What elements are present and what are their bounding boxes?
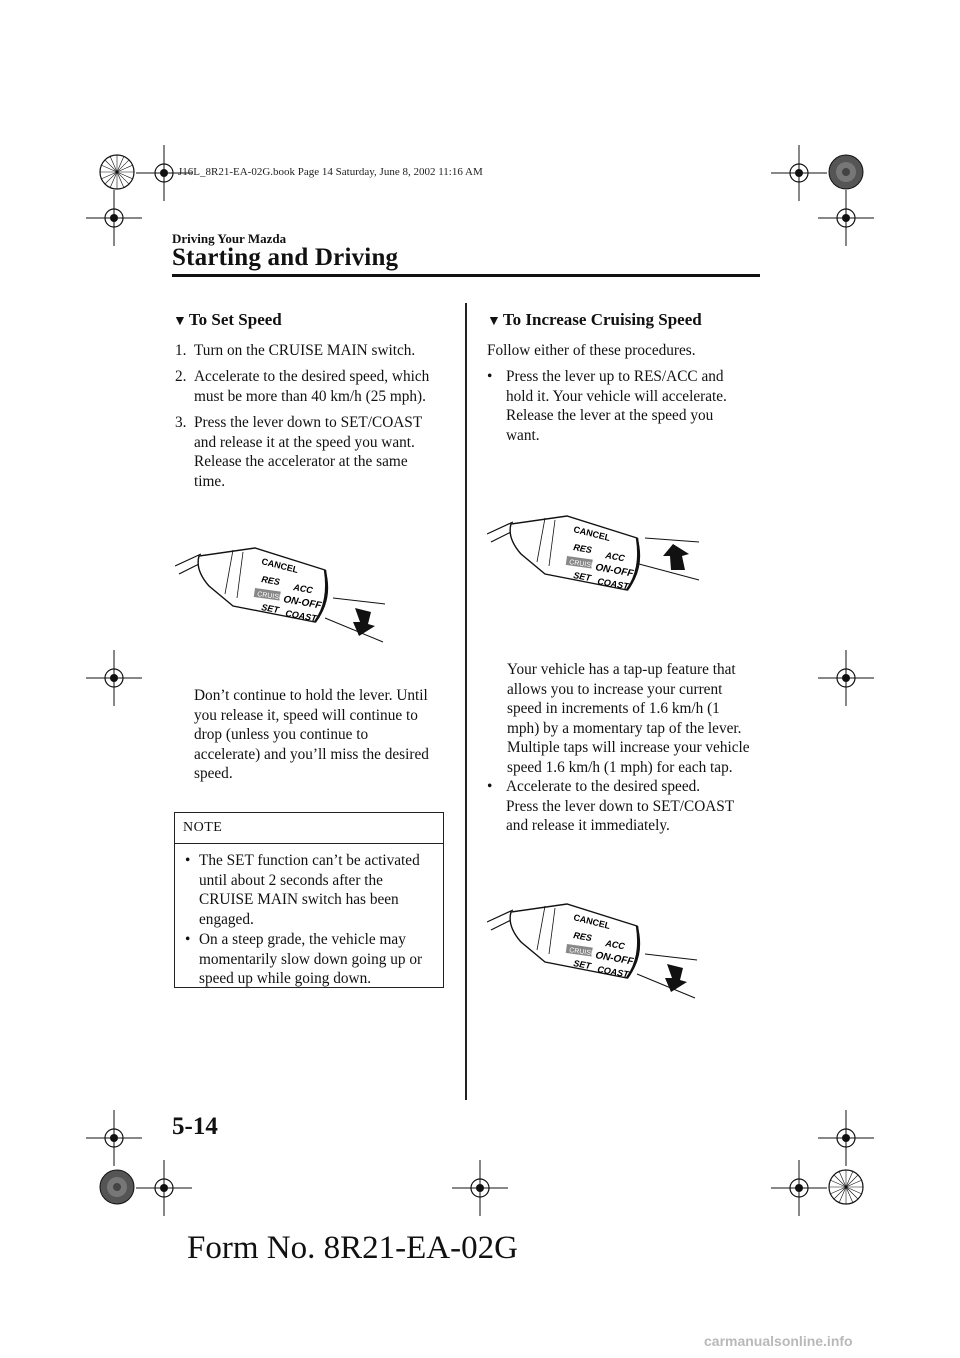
paragraph-line: allows you to increase your current [507,680,723,698]
paragraph-line: you release it, speed will continue to [194,706,418,724]
bullet-text [506,777,734,836]
chapter-title: Starting and Driving [172,244,399,271]
bullet-text [506,367,727,445]
note-line: speed up while going down. [199,970,372,987]
paragraph-line: Don’t continue to hold the lever. Until [194,687,428,704]
note-line: The SET function can’t be activated [199,852,420,869]
header-rule [172,274,760,277]
lever-label-res: RES [572,542,593,556]
step-line: Press the lever down to SET/COAST [194,414,423,431]
cruise-lever-illustration-res [487,508,702,623]
column-divider [465,303,467,1100]
note-line: On a steep grade, the vehicle may [199,931,406,948]
form-number: Form No. 8R21-EA-02G [187,1230,518,1266]
cruise-lever-illustration-set [175,540,390,655]
crosshair-mark-lower-right [818,1110,874,1166]
crosshair-mark-bottom-center [452,1160,508,1216]
lever-label-set: SET [572,958,592,972]
down-triangle-icon: ▼ [173,314,187,329]
note-line: CRUISE MAIN switch has been [199,891,399,908]
lever-label-cancel: CANCEL [260,556,300,576]
lever-label-set: SET [572,570,592,584]
lever-label-coast: COAST [596,964,630,980]
bullet-line: Accelerate to the desired speed. [506,778,701,795]
tapup-paragraph [507,660,772,777]
lever-label-on-off: ON-OFF [594,562,635,580]
step-line: must be more than 40 km/h (25 mph). [194,387,426,405]
step-number: 1. [175,342,187,359]
note-item-text [199,851,420,929]
registration-mark-bottom-left-target [97,1167,137,1207]
bullet-line: and release it immediately. [506,817,670,834]
lever-label-on-off: ON-OFF [594,950,635,968]
lever-label-res: RES [260,574,281,588]
crosshair-mark-bottom-left [136,1160,192,1216]
left-after-paragraph [194,686,459,784]
step-line: Turn on the CRUISE MAIN switch. [194,342,416,359]
note-line: engaged. [199,910,254,928]
lever-label-cruise: CRUISE [568,559,596,570]
note-item-text [199,930,422,989]
paragraph-line: Your vehicle has a tap-up feature that [507,661,736,678]
left-heading-text: To Set Speed [188,310,282,329]
watermark: carmanualsonline.info [704,1333,853,1349]
step-text [194,341,415,361]
step-number: 2. [175,368,187,385]
bullet-icon: • [487,778,493,795]
paragraph-line: Multiple taps will increase your vehicle [507,739,750,756]
print-info-line: J16L_8R21-EA-02G.book Page 14 Saturday, June 8, 2002 11:16 AM [178,166,483,178]
note-title: NOTE [183,820,223,835]
crosshair-mark-upper-right [818,190,874,246]
step-text [194,367,429,406]
lever-label-coast: COAST [284,608,318,624]
lever-label-acc: ACC [604,550,626,564]
left-section-heading [173,310,282,330]
paragraph-line: speed. [194,765,233,782]
lever-label-acc: ACC [292,582,314,596]
crosshair-mark-lower-left [86,1110,142,1166]
step-line: time. [194,472,226,490]
paragraph-line: mph) by a momentary tap of the lever. [507,719,742,737]
lever-label-cancel: CANCEL [572,912,612,932]
page-number: 5-14 [172,1113,218,1140]
registration-mark-top-right-target [826,152,866,192]
crosshair-mark-bottom-right [771,1160,827,1216]
bullet-line: Press the lever up to RES/ACC and [506,368,724,385]
lever-label-coast: COAST [596,576,630,592]
registration-mark-top-left-target [97,152,137,192]
bullet-line: want. [506,426,540,444]
cruise-lever-illustration-set-2 [487,896,702,1011]
registration-mark-bottom-right-target [826,1167,866,1207]
crosshair-mark-mid-right [818,650,874,706]
crosshair-mark-upper-left [86,190,142,246]
note-line: until about 2 seconds after the [199,871,383,889]
section-label: Driving Your Mazda [172,231,287,246]
step-line: Release the accelerator at the same [194,453,408,470]
bullet-icon: • [185,852,191,869]
paragraph-line: speed 1.6 km/h (1 mph) for each tap. [507,758,733,776]
bullet-icon: • [487,368,493,385]
paragraph-line: drop (unless you continue to [194,726,369,743]
bullet-line: Press the lever down to SET/COAST [506,797,735,815]
step-line: and release it at the speed you want. [194,433,415,451]
paragraph-line: speed in increments of 1.6 km/h (1 [507,700,720,717]
lever-label-cruise: CRUISE [256,591,284,602]
right-section-heading [487,310,702,330]
bullet-icon: • [185,931,191,948]
lever-label-acc: ACC [604,938,626,952]
right-heading-text: To Increase Cruising Speed [502,310,702,329]
crosshair-mark-mid-left [86,650,142,706]
lever-label-set: SET [260,602,280,616]
note-line: momentarily slow down going up or [199,950,423,968]
step-line: Accelerate to the desired speed, which [194,368,430,385]
step-text [194,413,422,491]
step-number: 3. [175,414,187,431]
lever-label-res: RES [572,930,593,944]
note-box [174,812,444,988]
right-intro: Follow either of these procedures. [487,342,696,359]
lever-label-cancel: CANCEL [572,524,612,544]
bullet-line: hold it. Your vehicle will accelerate. [506,387,727,405]
lever-label-on-off: ON-OFF [282,594,323,612]
paragraph-line: accelerate) and you’ll miss the desired [194,745,429,763]
note-header [175,813,443,844]
down-triangle-icon: ▼ [487,314,501,329]
bullet-line: Release the lever at the speed you [506,407,714,424]
lever-label-cruise: CRUISE [568,947,596,958]
